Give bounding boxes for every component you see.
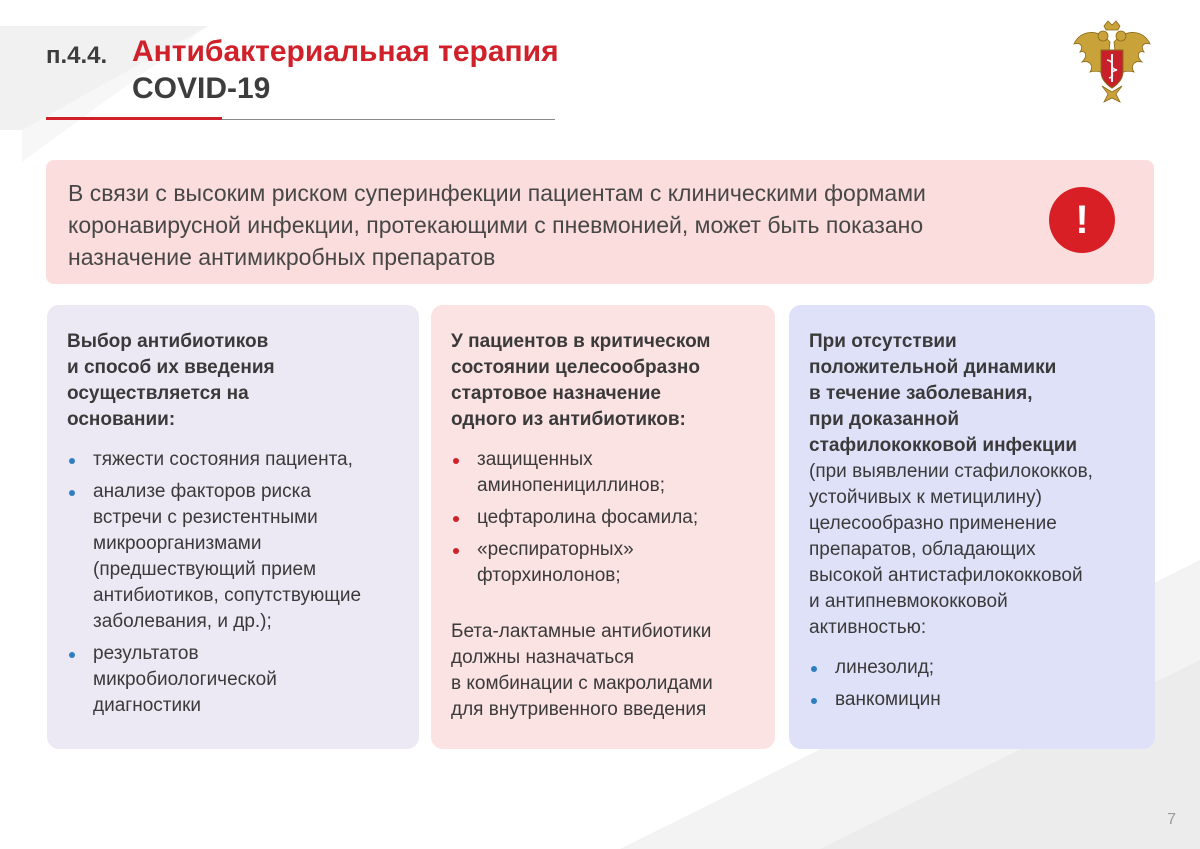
page-subtitle: COVID-19: [132, 72, 271, 105]
card-critical-patients: [431, 305, 775, 749]
list-item: [809, 655, 1137, 681]
alert-text: В связи с высоким риском суперинфекции пациентам с клиническими формами коронавирусной инфекции, протекающими с пневмонией, может быть показано назначение антимикробных препаратов: [68, 180, 926, 270]
bullet-icon: [453, 548, 459, 554]
bullet-icon: [811, 666, 817, 672]
list-item-text: защищенных аминопенициллинов;: [477, 449, 665, 496]
list-item-text: ванкомицин: [835, 689, 941, 710]
list-item: [67, 447, 401, 473]
list-item-text: анализе факторов риска встречи с резистентными микроорганизмами (предшествующий прием антибиотиков, сопутствующие заболевания, и др.);: [93, 481, 362, 632]
ministry-emblem-icon: [1070, 20, 1154, 106]
bullet-list: [451, 447, 757, 589]
list-item: [451, 537, 757, 589]
list-item: [809, 687, 1137, 713]
bullet-icon: [453, 516, 459, 522]
list-item-text: тяжести состояния пациента,: [93, 449, 353, 470]
title-underline-red: [46, 117, 222, 120]
list-item-text: цефтаролина фосамила;: [477, 507, 699, 528]
list-item-text: линезолид;: [835, 657, 935, 678]
exclamation-icon: !: [1049, 187, 1115, 253]
card-title: У пациентов в критическом состоянии целесообразно стартовое назначение одного из антибиотиков:: [451, 331, 711, 430]
list-item: [451, 447, 757, 499]
bullet-list: [809, 655, 1137, 713]
section-number: п.4.4.: [46, 42, 108, 69]
card-antibiotic-choice: [47, 305, 419, 749]
list-item-text: «респираторных» фторхинолонов;: [477, 539, 634, 586]
bullet-icon: [69, 458, 75, 464]
page-title: Антибактериальная терапия: [132, 35, 559, 68]
card-staphylococcal-infection: [789, 305, 1155, 749]
page-number: 7: [1167, 811, 1176, 828]
card-title: При отсутствии положительной динамики в течение заболевания, при доказанной стафилококковой инфекции: [809, 331, 1078, 456]
card-title: Выбор антибиотиков и способ их введения осуществляется на основании:: [67, 331, 275, 430]
bullet-list: [67, 447, 401, 719]
list-item-text: результатов микробиологической диагностики: [93, 643, 277, 716]
card-text: (при выявлении стафилококков, устойчивых к метицилину) целесообразно применение препаратов, обладающих высокой антистафилококковой и антипневмококковой активностью:: [809, 461, 1093, 638]
list-item: [451, 505, 757, 531]
card-note: Бета-лактамные антибиотики должны назначаться в комбинации с макролидами для внутривенного введения: [451, 621, 713, 720]
list-item: [67, 641, 401, 719]
bullet-icon: [453, 458, 459, 464]
bullet-icon: [69, 490, 75, 496]
alert-box: [46, 160, 1154, 284]
bullet-icon: [69, 652, 75, 658]
bullet-icon: [811, 698, 817, 704]
list-item: [67, 479, 401, 635]
